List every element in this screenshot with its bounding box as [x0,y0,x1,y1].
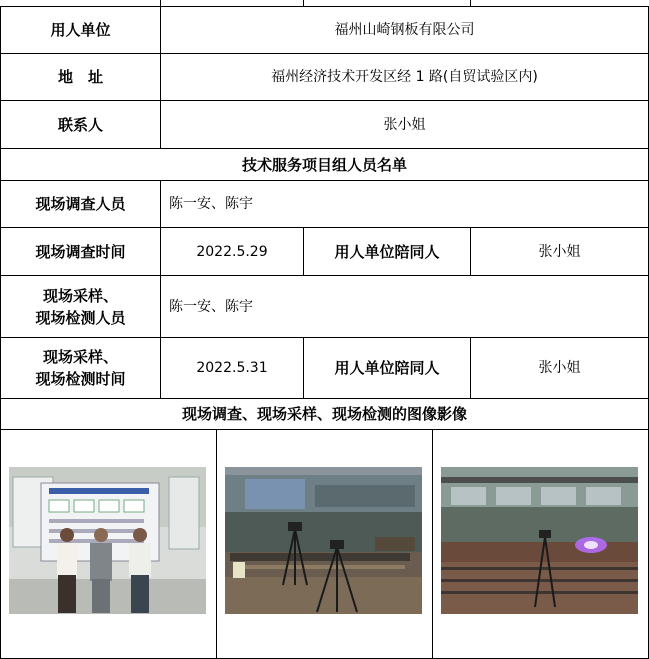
employer-label: 用人单位 [0,6,161,54]
employer-value: 福州山崎钢板有限公司 [160,6,649,54]
welding-workshop-photo [441,467,638,614]
sampling-staff-value: 陈一安、陈宇 [160,275,649,338]
sampling-staff-label [0,275,161,338]
escort-value: 张小姐 [470,337,649,399]
sampling-time-label-line1: 现场采样、 [42,348,118,366]
contact-value: 张小姐 [160,100,649,149]
address-value: 福州经济技术开发区经 1 路(自贸试验区内) [160,53,649,101]
sampling-time-value: 2022.5.31 [160,337,304,399]
survey-staff-value: 陈一安、陈宇 [160,180,649,228]
sampling-staff-label-line2: 现场检测人员 [35,308,126,327]
address-label: 地 址 [0,53,161,101]
sampling-staff-label-line1: 现场采样、 [42,286,118,305]
contact-label: 联系人 [0,100,161,149]
sampling-time-label-line2: 现场检测时间 [35,370,126,388]
images-heading: 现场调查、现场采样、现场检测的图像影像 [0,398,649,430]
team-heading: 技术服务项目组人员名单 [0,148,649,181]
survey-time-label: 现场调查时间 [0,227,161,276]
survey-time-value: 2022.5.29 [160,227,304,276]
group-photo [9,467,206,614]
escort-label: 用人单位陪同人 [303,337,471,399]
escort-label: 用人单位陪同人 [303,227,471,276]
sampling-equipment-photo [225,467,422,614]
escort-value: 张小姐 [470,227,649,276]
survey-staff-label: 现场调查人员 [0,180,161,228]
sampling-time-label [0,337,161,399]
